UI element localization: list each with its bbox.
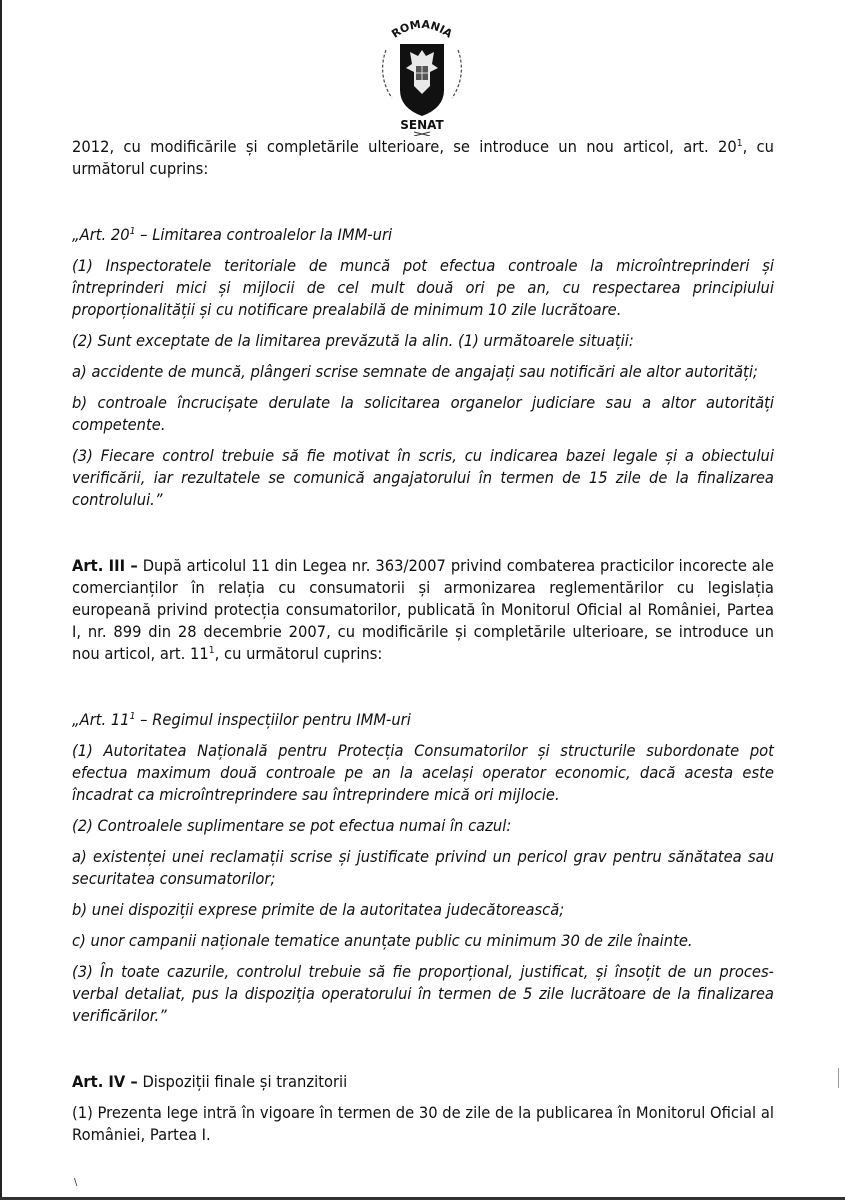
art11-title-rest: – Regimul inspecțiilor pentru IMM-uri: [135, 710, 411, 729]
art20-item-a: a) accidente de muncă, plângeri scrise semnate de angajați sau notificări ale altor autorități;: [72, 362, 758, 381]
art4-title: [72, 1071, 774, 1093]
art20-title-prefix: „Art. 20: [72, 225, 130, 244]
art11-item-a: a) existenței unei reclamații scrise și justificate privind un pericol grav pentru sănătatea sau securitatea consumatorilor;: [72, 847, 774, 888]
art3-text: După articolul 11 din Legea nr. 363/2007 privind combaterea practicilor incorecte ale comercianților în relația cu consumatorii și armonizarea reglementărilor cu legislația europeană privind protecția consumatorilor, publicată în Monitorul Oficial al României, Partea I, nr. 899 din 28 decembrie 2007, cu modificările și completările ulterioare, se introduce un nou articol, art. 11: [72, 556, 774, 663]
art3-paragraph: [72, 555, 774, 665]
art20-title-rest: – Limitarea controalelor la IMM-uri: [135, 225, 393, 244]
art11-item-b: b) unei dispoziții exprese primite de la autoritatea judecătorească;: [72, 900, 565, 919]
art11-paragraph-2: (2) Controalele suplimentare se pot efectua numai în cazul:: [72, 816, 512, 835]
art4-paragraph-1: (1) Prezenta lege intră în vigoare în termen de 30 de zile de la publicarea în Monitorul Oficial al României, Partea I.: [72, 1103, 774, 1144]
document-body: [72, 136, 774, 1146]
art3-label: Art. III –: [72, 556, 138, 575]
art20-paragraph-1: (1) Inspectoratele teritoriale de muncă pot efectua controale la microîntreprinderi și întreprinderi mici și mijlocii de cel mult două ori pe an, cu respectarea principiului proporționalității și cu notificare prealabilă de minimum 10 zile lucrătoare.: [72, 256, 774, 319]
emblem-top-text: ROMANIA: [389, 17, 455, 41]
art20-title-sup: 1: [129, 226, 136, 237]
intro-superscript: 1: [736, 138, 743, 149]
footer-mark: \: [74, 1177, 78, 1188]
intro-tail: , cu următorul cuprins:: [72, 137, 774, 178]
art11-title: [72, 709, 774, 731]
art3-sup: 1: [208, 645, 215, 656]
svg-text:ROMANIA: [389, 18, 455, 41]
art20-item-b: b) controale încrucișate derulate la solicitarea organelor judiciare sau a altor autorități competente.: [72, 393, 774, 434]
art3-text-tail: , cu următorul cuprins:: [214, 644, 383, 663]
art11-paragraph-3: (3) În toate cazurile, controlul trebuie să fie proporțional, justificat, și însoțit de un proces-verbal detaliat, pus la dispoziția operatorului în termen de 5 zile lucrătoare de la finalizarea verificărilor.”: [72, 962, 774, 1025]
art11-paragraph-1: (1) Autoritatea Națională pentru Protecția Consumatorilor și structurile subordonate pot efectua maximum două controale pe an la același operator economic, dacă acesta este încadrat ca microîntreprindere sau întreprindere mică ori mijlocie.: [72, 741, 774, 804]
art11-title-prefix: „Art. 11: [72, 710, 130, 729]
art20-paragraph-3: (3) Fiecare control trebuie să fie motivat în scris, cu indicarea bazei legale și a obiectului verificării, iar rezultatele se comunică angajatorului în termen de 15 zile de la finalizarea controlului.”: [72, 446, 774, 509]
scan-edge-left: [0, 0, 2, 1200]
art11-title-sup: 1: [129, 711, 136, 722]
coat-of-arms-icon: [372, 8, 472, 136]
intro-text: 2012, cu modificările și completările ulterioare, se introduce un nou articol, art. 20: [72, 137, 737, 156]
art4-title-text: Dispoziții finale și tranzitorii: [137, 1072, 348, 1091]
art11-item-c: c) unor campanii naționale tematice anunțate public cu minimum 30 de zile înainte.: [72, 931, 693, 950]
emblem-bottom-text: SENAT: [400, 118, 444, 132]
art4-label: Art. IV –: [72, 1072, 138, 1091]
art20-paragraph-2: (2) Sunt exceptate de la limitarea prevăzută la alin. (1) următoarele situații:: [72, 331, 634, 350]
scan-margin-mark: [838, 1068, 839, 1088]
intro-paragraph: [72, 136, 774, 180]
art20-title: [72, 224, 774, 246]
